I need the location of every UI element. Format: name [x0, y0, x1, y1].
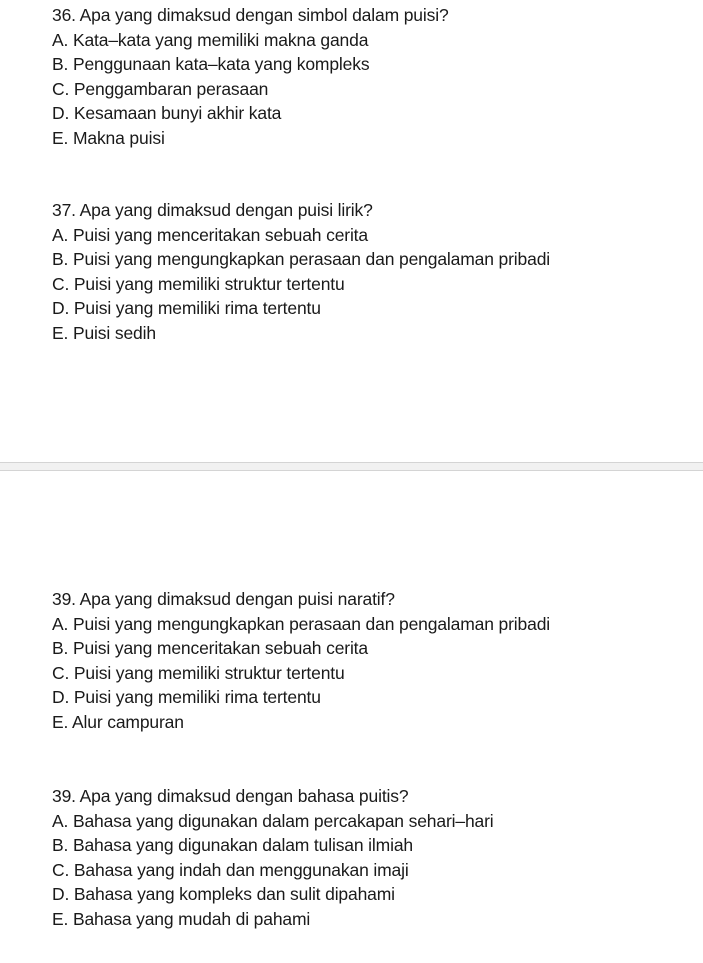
question-37-option-d: D. Puisi yang memiliki rima tertentu	[52, 298, 321, 319]
page-separator	[0, 462, 703, 471]
question-39-narrative	[52, 587, 692, 735]
question-37-option-e: E. Puisi sedih	[52, 322, 156, 343]
question-39-poetic-option-e: E. Bahasa yang mudah di pahami	[52, 908, 311, 929]
question-39-narrative-option-b: B. Puisi yang menceritakan sebuah cerita	[52, 638, 368, 659]
question-36-option-d: D. Kesamaan bunyi akhir kata	[52, 103, 282, 124]
question-39-narrative-option-a: A. Puisi yang mengungkapkan perasaan dan pengalaman pribadi	[52, 613, 551, 634]
question-37-option-b: B. Puisi yang mengungkapkan perasaan dan pengalaman pribadi	[52, 249, 551, 270]
question-36-option-b: B. Penggunaan kata–kata yang kompleks	[52, 54, 370, 75]
question-37-option-c: C. Puisi yang memiliki struktur tertentu	[52, 273, 345, 294]
question-36-text: 36. Apa yang dimaksud dengan simbol dalam puisi?	[52, 5, 449, 25]
question-36	[52, 3, 692, 151]
question-37-text: 37. Apa yang dimaksud dengan puisi lirik?	[52, 200, 373, 220]
question-36-option-c: C. Penggambaran perasaan	[52, 78, 269, 99]
question-39-poetic-option-d: D. Bahasa yang kompleks dan sulit dipahami	[52, 884, 395, 905]
question-39-poetic-option-c: C. Bahasa yang indah dan menggunakan imaji	[52, 859, 409, 880]
question-39-narrative-option-c: C. Puisi yang memiliki struktur tertentu	[52, 662, 345, 683]
question-39-poetic-option-a: A. Bahasa yang digunakan dalam percakapan sehari–hari	[52, 810, 494, 831]
question-39-narrative-option-e: E. Alur campuran	[52, 711, 184, 732]
question-37	[52, 198, 692, 346]
document-page-1	[0, 0, 703, 462]
question-36-option-a: A. Kata–kata yang memiliki makna ganda	[52, 29, 369, 50]
question-39-poetic-option-b: B. Bahasa yang digunakan dalam tulisan ilmiah	[52, 835, 413, 856]
question-39-poetic-language	[52, 784, 692, 932]
document-page-2	[0, 471, 703, 963]
question-37-option-a: A. Puisi yang menceritakan sebuah cerita	[52, 224, 368, 245]
question-39-narrative-text: 39. Apa yang dimaksud dengan puisi naratif?	[52, 589, 395, 609]
question-39-poetic-text: 39. Apa yang dimaksud dengan bahasa puitis?	[52, 786, 409, 806]
question-39-narrative-option-d: D. Puisi yang memiliki rima tertentu	[52, 687, 321, 708]
question-36-option-e: E. Makna puisi	[52, 127, 165, 148]
